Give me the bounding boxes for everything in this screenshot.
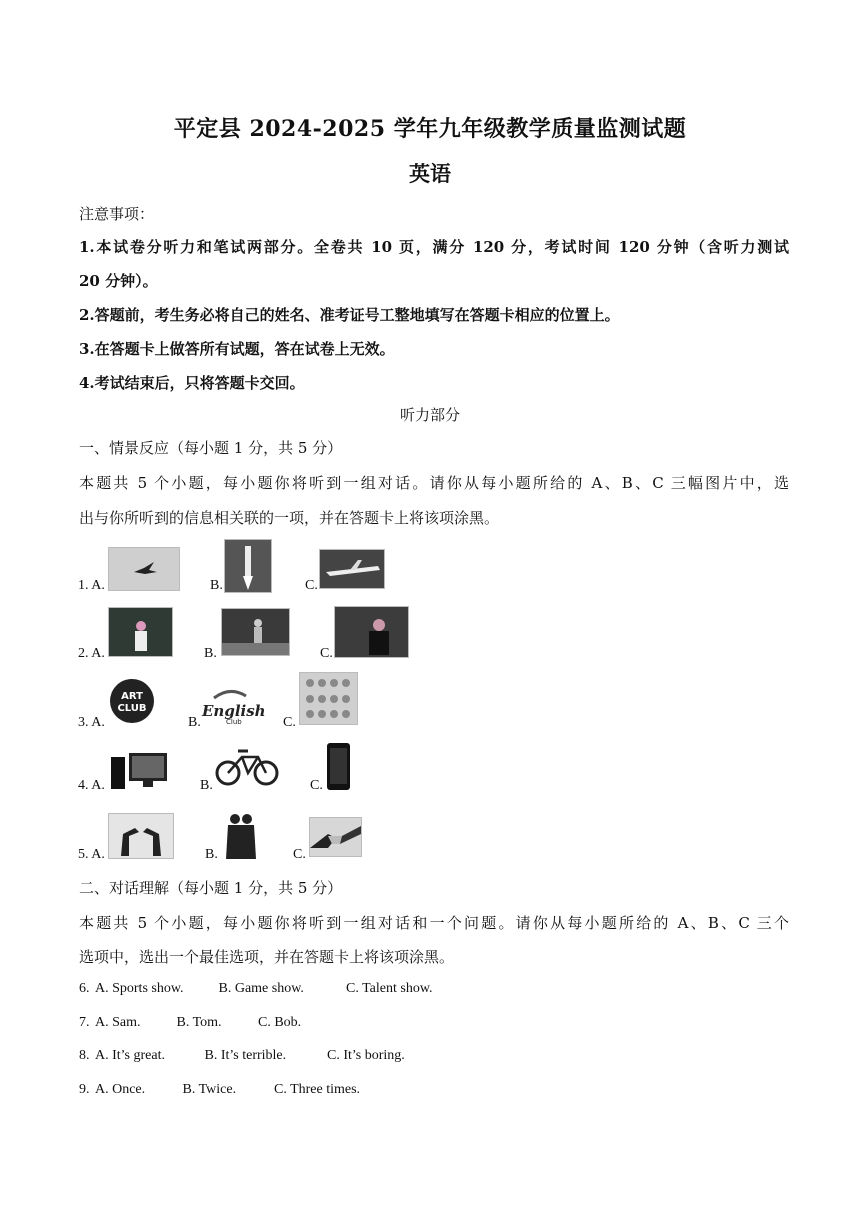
- q3-label: 3. A.: [78, 715, 105, 730]
- q8-option-a[interactable]: A. It’s great.: [95, 1048, 165, 1063]
- q9-option-a[interactable]: A. Once.: [95, 1082, 146, 1097]
- q2-label: 2. A.: [78, 646, 105, 661]
- q5-c-label: C.: [293, 847, 306, 862]
- handshake-photo-icon[interactable]: [309, 817, 362, 857]
- q3-b-label: B.: [188, 715, 201, 730]
- section2-instructions-line-1: 本题共 5 个小题，每小题你将听到一组对话和一个问题。请你从每小题所给的 A、B、C 三个: [79, 914, 789, 932]
- art-club-text-2: CLUB: [117, 703, 147, 714]
- q5-b-label: B.: [205, 847, 218, 862]
- section2-heading: 二、对话理解（每小题 1 分，共 5 分）: [79, 879, 343, 897]
- q6-option-c[interactable]: C. Talent show.: [346, 981, 433, 996]
- q1-c-label: C.: [305, 578, 318, 593]
- q5-label: 5. A.: [78, 847, 105, 862]
- note-item-1-line-1: 1.本试卷分听力和笔试两部分。全卷共 10 页，满分 120 分，考试时间 120 分钟（含听力测试: [79, 238, 789, 256]
- subject-title: 英语: [409, 161, 451, 186]
- note-item-4: 4.考试结束后，只将答题卡交回。: [79, 374, 305, 392]
- note-item-3: 3.在答题卡上做答所有试题，答在试卷上无效。: [79, 340, 395, 358]
- question-7: [79, 1015, 301, 1031]
- note-item-1-line-2: 20 分钟）。: [79, 272, 158, 290]
- english-club-logo-icon[interactable]: [200, 688, 266, 726]
- speaker-photo-icon[interactable]: [334, 606, 409, 658]
- q1-b-label: B.: [210, 578, 223, 593]
- question-8: [79, 1048, 405, 1064]
- man-on-stage-photo-icon[interactable]: [221, 608, 290, 656]
- q2-c-label: C.: [320, 646, 333, 661]
- q8-number: 8.: [79, 1048, 90, 1063]
- hugging-people-photo-icon[interactable]: [218, 811, 264, 859]
- q7-option-b[interactable]: B. Tom.: [176, 1015, 222, 1030]
- section1-instructions-line-1: 本题共 5 个小题，每小题你将听到一组对话。请你从每小题所给的 A、B、C 三幅图片中，选: [79, 474, 789, 492]
- q7-option-c[interactable]: C. Bob.: [258, 1015, 302, 1030]
- q7-option-a[interactable]: A. Sam.: [95, 1015, 141, 1030]
- notes-heading: 注意事项：: [79, 205, 155, 223]
- q4-label: 4. A.: [78, 778, 105, 793]
- q6-number: 6.: [79, 981, 90, 996]
- art-club-text-1: ART: [121, 691, 143, 702]
- section1-heading: 一、情景反应（每小题 1 分，共 5 分）: [79, 439, 343, 457]
- listening-section-title: 听力部分: [399, 406, 460, 424]
- exam-title: 平定县 2024-2025 学年九年级教学质量监测试题: [173, 116, 687, 142]
- q9-option-b[interactable]: B. Twice.: [182, 1082, 237, 1097]
- q6-option-b[interactable]: B. Game show.: [218, 981, 304, 996]
- art-club-logo-icon[interactable]: [106, 677, 158, 725]
- question-6: [79, 981, 433, 997]
- smartphone-photo-icon[interactable]: [326, 742, 351, 791]
- teacher-blackboard-photo-icon[interactable]: [108, 607, 173, 657]
- q3-c-label: C.: [283, 715, 296, 730]
- airplane-photo-icon[interactable]: [319, 549, 385, 589]
- section1-instructions-line-2: 出与你所听到的信息相关联的一项，并在答题卡上将该项涂黑。: [79, 509, 500, 527]
- q2-b-label: B.: [204, 646, 217, 661]
- note-item-2: 2.答题前，考生务必将自己的姓名、准考证号工整地填写在答题卡相应的位置上。: [79, 306, 620, 324]
- english-club-text-1: English: [202, 702, 266, 720]
- q7-number: 7.: [79, 1015, 90, 1030]
- q9-option-c[interactable]: C. Three times.: [274, 1082, 361, 1097]
- q8-option-b[interactable]: B. It’s terrible.: [204, 1048, 287, 1063]
- bicycle-photo-icon[interactable]: [214, 743, 280, 787]
- q6-option-a[interactable]: A. Sports show.: [95, 981, 184, 996]
- question-9: [79, 1082, 360, 1098]
- section2-instructions-line-2: 选项中，选出一个最佳选项，并在答题卡上将该项涂黑。: [79, 948, 455, 966]
- rocket-photo-icon[interactable]: [224, 539, 272, 593]
- q4-b-label: B.: [200, 778, 213, 793]
- chess-board-photo-icon[interactable]: [299, 672, 358, 725]
- q1-label: 1. A.: [78, 578, 105, 593]
- english-club-text-2: Club: [226, 718, 242, 726]
- q8-option-c[interactable]: C. It’s boring.: [327, 1048, 405, 1063]
- computer-photo-icon[interactable]: [109, 751, 169, 791]
- q4-c-label: C.: [310, 778, 323, 793]
- bird-photo-icon[interactable]: [108, 547, 180, 591]
- bowing-people-photo-icon[interactable]: [108, 813, 174, 859]
- q9-number: 9.: [79, 1082, 90, 1097]
